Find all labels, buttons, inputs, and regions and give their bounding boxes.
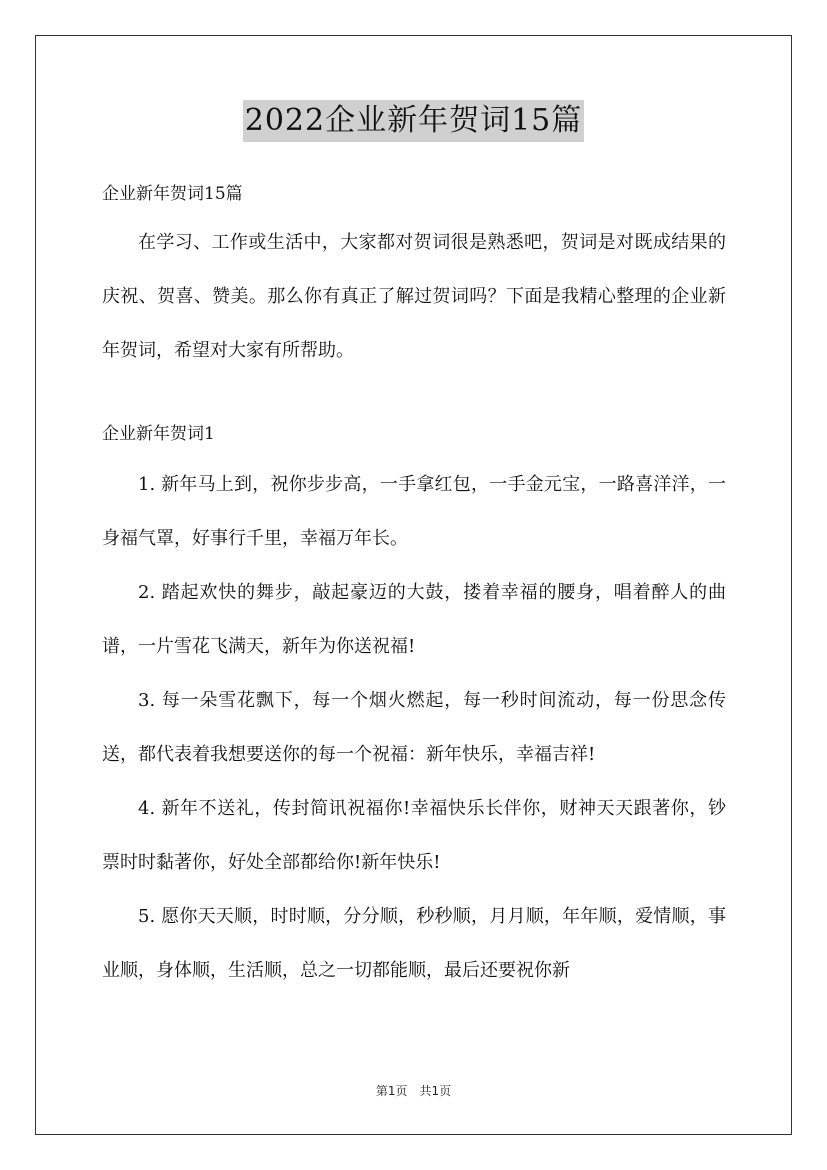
- page-number: 第1页: [375, 1084, 408, 1098]
- page-footer: [0, 1082, 827, 1099]
- greeting-item-2: 2. 踏起欢快的舞步，敲起豪迈的大鼓，搂着幸福的腰身，唱着醉人的曲谱，一片雪花飞满天，新年为你送祝福!: [102, 582, 726, 657]
- document-subtitle: 企业新年贺词15篇: [102, 184, 243, 204]
- greeting-item-3: 3. 每一朵雪花飘下，每一个烟火燃起，每一秒时间流动，每一份思念传送，都代表着我想要送你的每一个祝福：新年快乐，幸福吉祥!: [102, 690, 726, 765]
- document-body: [102, 172, 726, 998]
- greeting-item-1: 1. 新年马上到，祝你步步高，一手拿红包，一手金元宝，一路喜洋洋，一身福气罩，好事行千里，幸福万年长。: [102, 474, 726, 549]
- greeting-item-4: 4. 新年不送礼，传封简讯祝福你!幸福快乐长伴你，财神天天跟著你，钞票时时黏著你，好处全部都给你!新年快乐!: [102, 798, 726, 873]
- intro-paragraph: 在学习、工作或生活中，大家都对贺词很是熟悉吧，贺词是对既成结果的庆祝、贺喜、赞美。那么你有真正了解过贺词吗？下面是我精心整理的企业新年贺词，希望对大家有所帮助。: [102, 232, 726, 361]
- greeting-item-5: 5. 愿你天天顺，时时顺，分分顺，秒秒顺，月月顺，年年顺，爱情顺，事业顺，身体顺，生活顺，总之一切都能顺，最后还要祝你新: [102, 906, 726, 981]
- page-total: 共1页: [419, 1084, 452, 1098]
- document-title: 2022企业新年贺词15篇: [243, 100, 585, 142]
- title-container: [0, 100, 827, 142]
- section-title: 企业新年贺词1: [102, 424, 215, 444]
